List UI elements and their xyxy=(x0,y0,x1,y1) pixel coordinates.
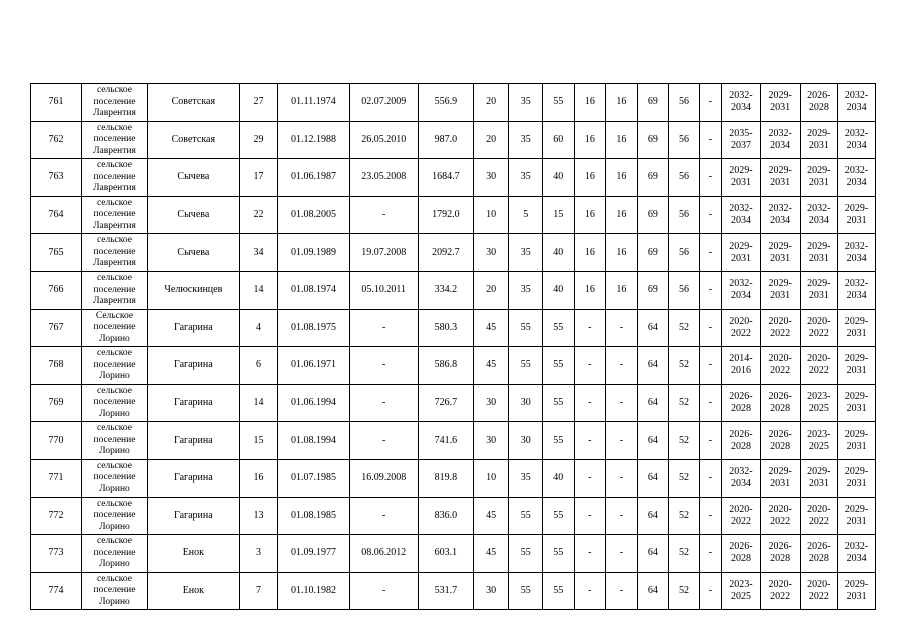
wear-value-cell: 45 xyxy=(473,309,509,347)
repair-date-cell: - xyxy=(349,196,418,234)
repair-period-cell: 2026- 2028 xyxy=(722,535,761,573)
table-row xyxy=(31,347,876,385)
settlement-cell: сельское поселение Лорино xyxy=(81,422,147,460)
house-number-cell: 15 xyxy=(239,422,278,460)
house-number-cell: 17 xyxy=(239,159,278,197)
settlement-cell: сельское поселение Лаврентия xyxy=(81,196,147,234)
area-cell: 334.2 xyxy=(418,271,473,309)
street-cell: Енок xyxy=(148,535,240,573)
area-cell: 2092.7 xyxy=(418,234,473,272)
area-cell: 836.0 xyxy=(418,497,473,535)
row-number-cell: 761 xyxy=(31,84,82,122)
area-cell: 819.8 xyxy=(418,459,473,497)
repair-date-cell: 26.05.2010 xyxy=(349,121,418,159)
row-number-cell: 774 xyxy=(31,572,82,610)
wear-value-cell: 64 xyxy=(637,459,669,497)
wear-value-cell: 55 xyxy=(543,535,575,573)
wear-value-cell: 56 xyxy=(669,121,700,159)
table-row xyxy=(31,422,876,460)
house-number-cell: 6 xyxy=(239,347,278,385)
wear-value-cell: - xyxy=(699,459,721,497)
table-row xyxy=(31,196,876,234)
wear-value-cell: 64 xyxy=(637,572,669,610)
wear-value-cell: - xyxy=(699,271,721,309)
wear-value-cell: - xyxy=(606,459,638,497)
wear-value-cell: - xyxy=(574,572,606,610)
row-number-cell: 764 xyxy=(31,196,82,234)
settlement-cell: сельское поселение Лаврентия xyxy=(81,159,147,197)
wear-value-cell: 10 xyxy=(473,459,509,497)
table-row xyxy=(31,459,876,497)
wear-value-cell: 16 xyxy=(574,234,606,272)
repair-date-cell: - xyxy=(349,572,418,610)
area-cell: 556.9 xyxy=(418,84,473,122)
wear-value-cell: 40 xyxy=(543,271,575,309)
wear-value-cell: 15 xyxy=(543,196,575,234)
document-page xyxy=(30,83,876,610)
wear-value-cell: 56 xyxy=(669,271,700,309)
wear-value-cell: 5 xyxy=(509,196,543,234)
wear-value-cell: 64 xyxy=(637,535,669,573)
wear-value-cell: 45 xyxy=(473,497,509,535)
wear-value-cell: - xyxy=(699,535,721,573)
wear-value-cell: 55 xyxy=(543,84,575,122)
wear-value-cell: 16 xyxy=(606,159,638,197)
repair-period-cell: 2020- 2022 xyxy=(800,497,838,535)
housing-table xyxy=(30,83,876,610)
repair-period-cell: 2029- 2031 xyxy=(760,459,800,497)
wear-value-cell: 55 xyxy=(543,384,575,422)
wear-value-cell: - xyxy=(699,196,721,234)
street-cell: Гагарина xyxy=(148,459,240,497)
wear-value-cell: 16 xyxy=(606,121,638,159)
wear-value-cell: 69 xyxy=(637,84,669,122)
commission-date-cell: 01.08.1975 xyxy=(278,309,349,347)
repair-period-cell: 2029- 2031 xyxy=(800,159,838,197)
row-number-cell: 763 xyxy=(31,159,82,197)
row-number-cell: 772 xyxy=(31,497,82,535)
row-number-cell: 770 xyxy=(31,422,82,460)
repair-date-cell: - xyxy=(349,497,418,535)
row-number-cell: 769 xyxy=(31,384,82,422)
repair-period-cell: 2029- 2031 xyxy=(838,459,876,497)
wear-value-cell: 52 xyxy=(669,384,700,422)
wear-value-cell: 16 xyxy=(574,84,606,122)
settlement-cell: сельское поселение Лаврентия xyxy=(81,234,147,272)
repair-period-cell: 2029- 2031 xyxy=(722,159,761,197)
repair-date-cell: - xyxy=(349,422,418,460)
repair-period-cell: 2029- 2031 xyxy=(838,422,876,460)
repair-date-cell: 19.07.2008 xyxy=(349,234,418,272)
wear-value-cell: 64 xyxy=(637,422,669,460)
repair-period-cell: 2032- 2034 xyxy=(722,271,761,309)
commission-date-cell: 01.06.1971 xyxy=(278,347,349,385)
settlement-cell: сельское поселение Лаврентия xyxy=(81,121,147,159)
commission-date-cell: 01.06.1994 xyxy=(278,384,349,422)
wear-value-cell: 40 xyxy=(543,159,575,197)
table-row xyxy=(31,572,876,610)
wear-value-cell: 30 xyxy=(473,572,509,610)
wear-value-cell: - xyxy=(574,535,606,573)
street-cell: Сычева xyxy=(148,234,240,272)
table-row xyxy=(31,84,876,122)
house-number-cell: 27 xyxy=(239,84,278,122)
commission-date-cell: 01.07.1985 xyxy=(278,459,349,497)
repair-date-cell: 08.06.2012 xyxy=(349,535,418,573)
repair-period-cell: 2023- 2025 xyxy=(800,384,838,422)
repair-period-cell: 2020- 2022 xyxy=(800,347,838,385)
repair-period-cell: 2032- 2034 xyxy=(838,159,876,197)
house-number-cell: 3 xyxy=(239,535,278,573)
repair-period-cell: 2029- 2031 xyxy=(722,234,761,272)
table-row xyxy=(31,535,876,573)
wear-value-cell: - xyxy=(574,347,606,385)
repair-period-cell: 2029- 2031 xyxy=(838,572,876,610)
table-body xyxy=(31,84,876,610)
house-number-cell: 4 xyxy=(239,309,278,347)
row-number-cell: 765 xyxy=(31,234,82,272)
wear-value-cell: 30 xyxy=(473,159,509,197)
repair-period-cell: 2029- 2031 xyxy=(838,196,876,234)
wear-value-cell: 20 xyxy=(473,271,509,309)
commission-date-cell: 01.09.1977 xyxy=(278,535,349,573)
wear-value-cell: - xyxy=(699,497,721,535)
commission-date-cell: 01.08.1985 xyxy=(278,497,349,535)
wear-value-cell: 40 xyxy=(543,234,575,272)
wear-value-cell: 40 xyxy=(543,459,575,497)
repair-period-cell: 2032- 2034 xyxy=(838,234,876,272)
repair-period-cell: 2026- 2028 xyxy=(722,384,761,422)
repair-period-cell: 2020- 2022 xyxy=(760,309,800,347)
area-cell: 580.3 xyxy=(418,309,473,347)
wear-value-cell: - xyxy=(606,347,638,385)
wear-value-cell: - xyxy=(574,459,606,497)
repair-period-cell: 2029- 2031 xyxy=(760,271,800,309)
street-cell: Гагарина xyxy=(148,422,240,460)
wear-value-cell: 35 xyxy=(509,459,543,497)
repair-period-cell: 2020- 2022 xyxy=(800,309,838,347)
repair-period-cell: 2029- 2031 xyxy=(760,234,800,272)
wear-value-cell: 55 xyxy=(543,347,575,385)
commission-date-cell: 01.12.1988 xyxy=(278,121,349,159)
wear-value-cell: 56 xyxy=(669,159,700,197)
repair-period-cell: 2020- 2022 xyxy=(760,572,800,610)
street-cell: Гагарина xyxy=(148,384,240,422)
settlement-cell: сельское поселение Лаврентия xyxy=(81,84,147,122)
repair-period-cell: 2026- 2028 xyxy=(760,535,800,573)
repair-period-cell: 2020- 2022 xyxy=(760,347,800,385)
wear-value-cell: - xyxy=(699,384,721,422)
wear-value-cell: 52 xyxy=(669,497,700,535)
wear-value-cell: 35 xyxy=(509,271,543,309)
wear-value-cell: 64 xyxy=(637,384,669,422)
wear-value-cell: 60 xyxy=(543,121,575,159)
wear-value-cell: 56 xyxy=(669,196,700,234)
row-number-cell: 767 xyxy=(31,309,82,347)
wear-value-cell: 10 xyxy=(473,196,509,234)
area-cell: 726.7 xyxy=(418,384,473,422)
wear-value-cell: 16 xyxy=(574,159,606,197)
repair-period-cell: 2026- 2028 xyxy=(800,535,838,573)
wear-value-cell: - xyxy=(574,422,606,460)
wear-value-cell: 55 xyxy=(509,535,543,573)
repair-period-cell: 2026- 2028 xyxy=(760,384,800,422)
table-row xyxy=(31,309,876,347)
wear-value-cell: 55 xyxy=(509,309,543,347)
wear-value-cell: 55 xyxy=(509,347,543,385)
repair-period-cell: 2029- 2031 xyxy=(800,121,838,159)
street-cell: Советская xyxy=(148,121,240,159)
wear-value-cell: 55 xyxy=(509,497,543,535)
repair-period-cell: 2020- 2022 xyxy=(760,497,800,535)
repair-period-cell: 2023- 2025 xyxy=(800,422,838,460)
repair-date-cell: - xyxy=(349,384,418,422)
wear-value-cell: 55 xyxy=(543,422,575,460)
wear-value-cell: 64 xyxy=(637,347,669,385)
wear-value-cell: 69 xyxy=(637,196,669,234)
table-row xyxy=(31,159,876,197)
house-number-cell: 7 xyxy=(239,572,278,610)
commission-date-cell: 01.10.1982 xyxy=(278,572,349,610)
repair-period-cell: 2020- 2022 xyxy=(722,497,761,535)
wear-value-cell: - xyxy=(606,497,638,535)
house-number-cell: 34 xyxy=(239,234,278,272)
wear-value-cell: 52 xyxy=(669,535,700,573)
wear-value-cell: 45 xyxy=(473,347,509,385)
commission-date-cell: 01.08.2005 xyxy=(278,196,349,234)
repair-period-cell: 2029- 2031 xyxy=(838,309,876,347)
wear-value-cell: 35 xyxy=(509,121,543,159)
repair-period-cell: 2029- 2031 xyxy=(800,234,838,272)
house-number-cell: 29 xyxy=(239,121,278,159)
wear-value-cell: - xyxy=(699,422,721,460)
settlement-cell: сельское поселение Лаврентия xyxy=(81,271,147,309)
repair-period-cell: 2029- 2031 xyxy=(760,84,800,122)
wear-value-cell: 64 xyxy=(637,309,669,347)
wear-value-cell: 52 xyxy=(669,572,700,610)
street-cell: Енок xyxy=(148,572,240,610)
wear-value-cell: - xyxy=(699,347,721,385)
wear-value-cell: 69 xyxy=(637,234,669,272)
wear-value-cell: 52 xyxy=(669,309,700,347)
repair-period-cell: 2032- 2034 xyxy=(722,196,761,234)
wear-value-cell: - xyxy=(606,309,638,347)
repair-period-cell: 2032- 2034 xyxy=(838,271,876,309)
wear-value-cell: 45 xyxy=(473,535,509,573)
repair-period-cell: 2023- 2025 xyxy=(722,572,761,610)
repair-period-cell: 2032- 2034 xyxy=(838,121,876,159)
wear-value-cell: 55 xyxy=(509,572,543,610)
wear-value-cell: - xyxy=(699,309,721,347)
wear-value-cell: 30 xyxy=(509,384,543,422)
wear-value-cell: - xyxy=(606,535,638,573)
wear-value-cell: - xyxy=(606,384,638,422)
table-row xyxy=(31,121,876,159)
repair-period-cell: 2032- 2034 xyxy=(760,121,800,159)
wear-value-cell: - xyxy=(606,572,638,610)
wear-value-cell: 20 xyxy=(473,84,509,122)
repair-period-cell: 2029- 2031 xyxy=(838,497,876,535)
street-cell: Гагарина xyxy=(148,497,240,535)
wear-value-cell: 20 xyxy=(473,121,509,159)
repair-period-cell: 2032- 2034 xyxy=(838,535,876,573)
row-number-cell: 766 xyxy=(31,271,82,309)
wear-value-cell: - xyxy=(699,234,721,272)
wear-value-cell: 16 xyxy=(606,196,638,234)
table-row xyxy=(31,271,876,309)
wear-value-cell: 30 xyxy=(473,384,509,422)
wear-value-cell: 16 xyxy=(574,271,606,309)
repair-period-cell: 2032- 2034 xyxy=(722,459,761,497)
wear-value-cell: 52 xyxy=(669,459,700,497)
area-cell: 1684.7 xyxy=(418,159,473,197)
repair-date-cell: 23.05.2008 xyxy=(349,159,418,197)
wear-value-cell: - xyxy=(574,384,606,422)
repair-period-cell: 2029- 2031 xyxy=(838,347,876,385)
wear-value-cell: - xyxy=(699,121,721,159)
repair-period-cell: 2026- 2028 xyxy=(760,422,800,460)
table-row xyxy=(31,497,876,535)
commission-date-cell: 01.08.1974 xyxy=(278,271,349,309)
wear-value-cell: 69 xyxy=(637,121,669,159)
wear-value-cell: 35 xyxy=(509,84,543,122)
wear-value-cell: 16 xyxy=(574,196,606,234)
area-cell: 741.6 xyxy=(418,422,473,460)
house-number-cell: 22 xyxy=(239,196,278,234)
repair-period-cell: 2014- 2016 xyxy=(722,347,761,385)
repair-period-cell: 2029- 2031 xyxy=(800,459,838,497)
wear-value-cell: - xyxy=(606,422,638,460)
repair-period-cell: 2026- 2028 xyxy=(800,84,838,122)
wear-value-cell: 52 xyxy=(669,347,700,385)
row-number-cell: 771 xyxy=(31,459,82,497)
repair-period-cell: 2020- 2022 xyxy=(722,309,761,347)
street-cell: Челюскинцев xyxy=(148,271,240,309)
house-number-cell: 14 xyxy=(239,384,278,422)
commission-date-cell: 01.08.1994 xyxy=(278,422,349,460)
repair-date-cell: 16.09.2008 xyxy=(349,459,418,497)
repair-period-cell: 2032- 2034 xyxy=(760,196,800,234)
wear-value-cell: 69 xyxy=(637,159,669,197)
wear-value-cell: 52 xyxy=(669,422,700,460)
repair-period-cell: 2035- 2037 xyxy=(722,121,761,159)
area-cell: 1792.0 xyxy=(418,196,473,234)
repair-period-cell: 2032- 2034 xyxy=(722,84,761,122)
street-cell: Советская xyxy=(148,84,240,122)
settlement-cell: сельское поселение Лорино xyxy=(81,535,147,573)
wear-value-cell: 56 xyxy=(669,84,700,122)
wear-value-cell: 69 xyxy=(637,271,669,309)
commission-date-cell: 01.09.1989 xyxy=(278,234,349,272)
wear-value-cell: 64 xyxy=(637,497,669,535)
street-cell: Сычева xyxy=(148,196,240,234)
area-cell: 603.1 xyxy=(418,535,473,573)
house-number-cell: 14 xyxy=(239,271,278,309)
settlement-cell: сельское поселение Лорино xyxy=(81,384,147,422)
wear-value-cell: 16 xyxy=(606,271,638,309)
repair-period-cell: 2020- 2022 xyxy=(800,572,838,610)
wear-value-cell: - xyxy=(699,572,721,610)
repair-period-cell: 2029- 2031 xyxy=(760,159,800,197)
repair-period-cell: 2032- 2034 xyxy=(838,84,876,122)
wear-value-cell: 35 xyxy=(509,234,543,272)
street-cell: Гагарина xyxy=(148,309,240,347)
wear-value-cell: - xyxy=(574,309,606,347)
repair-date-cell: - xyxy=(349,347,418,385)
settlement-cell: сельское поселение Лорино xyxy=(81,459,147,497)
commission-date-cell: 01.11.1974 xyxy=(278,84,349,122)
repair-period-cell: 2032- 2034 xyxy=(800,196,838,234)
area-cell: 531.7 xyxy=(418,572,473,610)
house-number-cell: 13 xyxy=(239,497,278,535)
repair-period-cell: 2029- 2031 xyxy=(800,271,838,309)
wear-value-cell: 55 xyxy=(543,497,575,535)
row-number-cell: 768 xyxy=(31,347,82,385)
wear-value-cell: 16 xyxy=(574,121,606,159)
wear-value-cell: 55 xyxy=(543,309,575,347)
repair-date-cell: 05.10.2011 xyxy=(349,271,418,309)
repair-date-cell: - xyxy=(349,309,418,347)
settlement-cell: Сельское поселение Лорино xyxy=(81,309,147,347)
wear-value-cell: - xyxy=(574,497,606,535)
row-number-cell: 773 xyxy=(31,535,82,573)
wear-value-cell: 16 xyxy=(606,234,638,272)
table-row xyxy=(31,234,876,272)
area-cell: 586.8 xyxy=(418,347,473,385)
repair-date-cell: 02.07.2009 xyxy=(349,84,418,122)
wear-value-cell: 16 xyxy=(606,84,638,122)
street-cell: Гагарина xyxy=(148,347,240,385)
repair-period-cell: 2026- 2028 xyxy=(722,422,761,460)
wear-value-cell: 30 xyxy=(473,422,509,460)
area-cell: 987.0 xyxy=(418,121,473,159)
house-number-cell: 16 xyxy=(239,459,278,497)
table-row xyxy=(31,384,876,422)
settlement-cell: сельское поселение Лорино xyxy=(81,347,147,385)
wear-value-cell: - xyxy=(699,159,721,197)
settlement-cell: сельское поселение Лорино xyxy=(81,497,147,535)
wear-value-cell: 30 xyxy=(509,422,543,460)
street-cell: Сычева xyxy=(148,159,240,197)
settlement-cell: сельское поселение Лорино xyxy=(81,572,147,610)
wear-value-cell: 30 xyxy=(473,234,509,272)
wear-value-cell: 55 xyxy=(543,572,575,610)
row-number-cell: 762 xyxy=(31,121,82,159)
wear-value-cell: - xyxy=(699,84,721,122)
repair-period-cell: 2029- 2031 xyxy=(838,384,876,422)
wear-value-cell: 35 xyxy=(509,159,543,197)
commission-date-cell: 01.06.1987 xyxy=(278,159,349,197)
wear-value-cell: 56 xyxy=(669,234,700,272)
